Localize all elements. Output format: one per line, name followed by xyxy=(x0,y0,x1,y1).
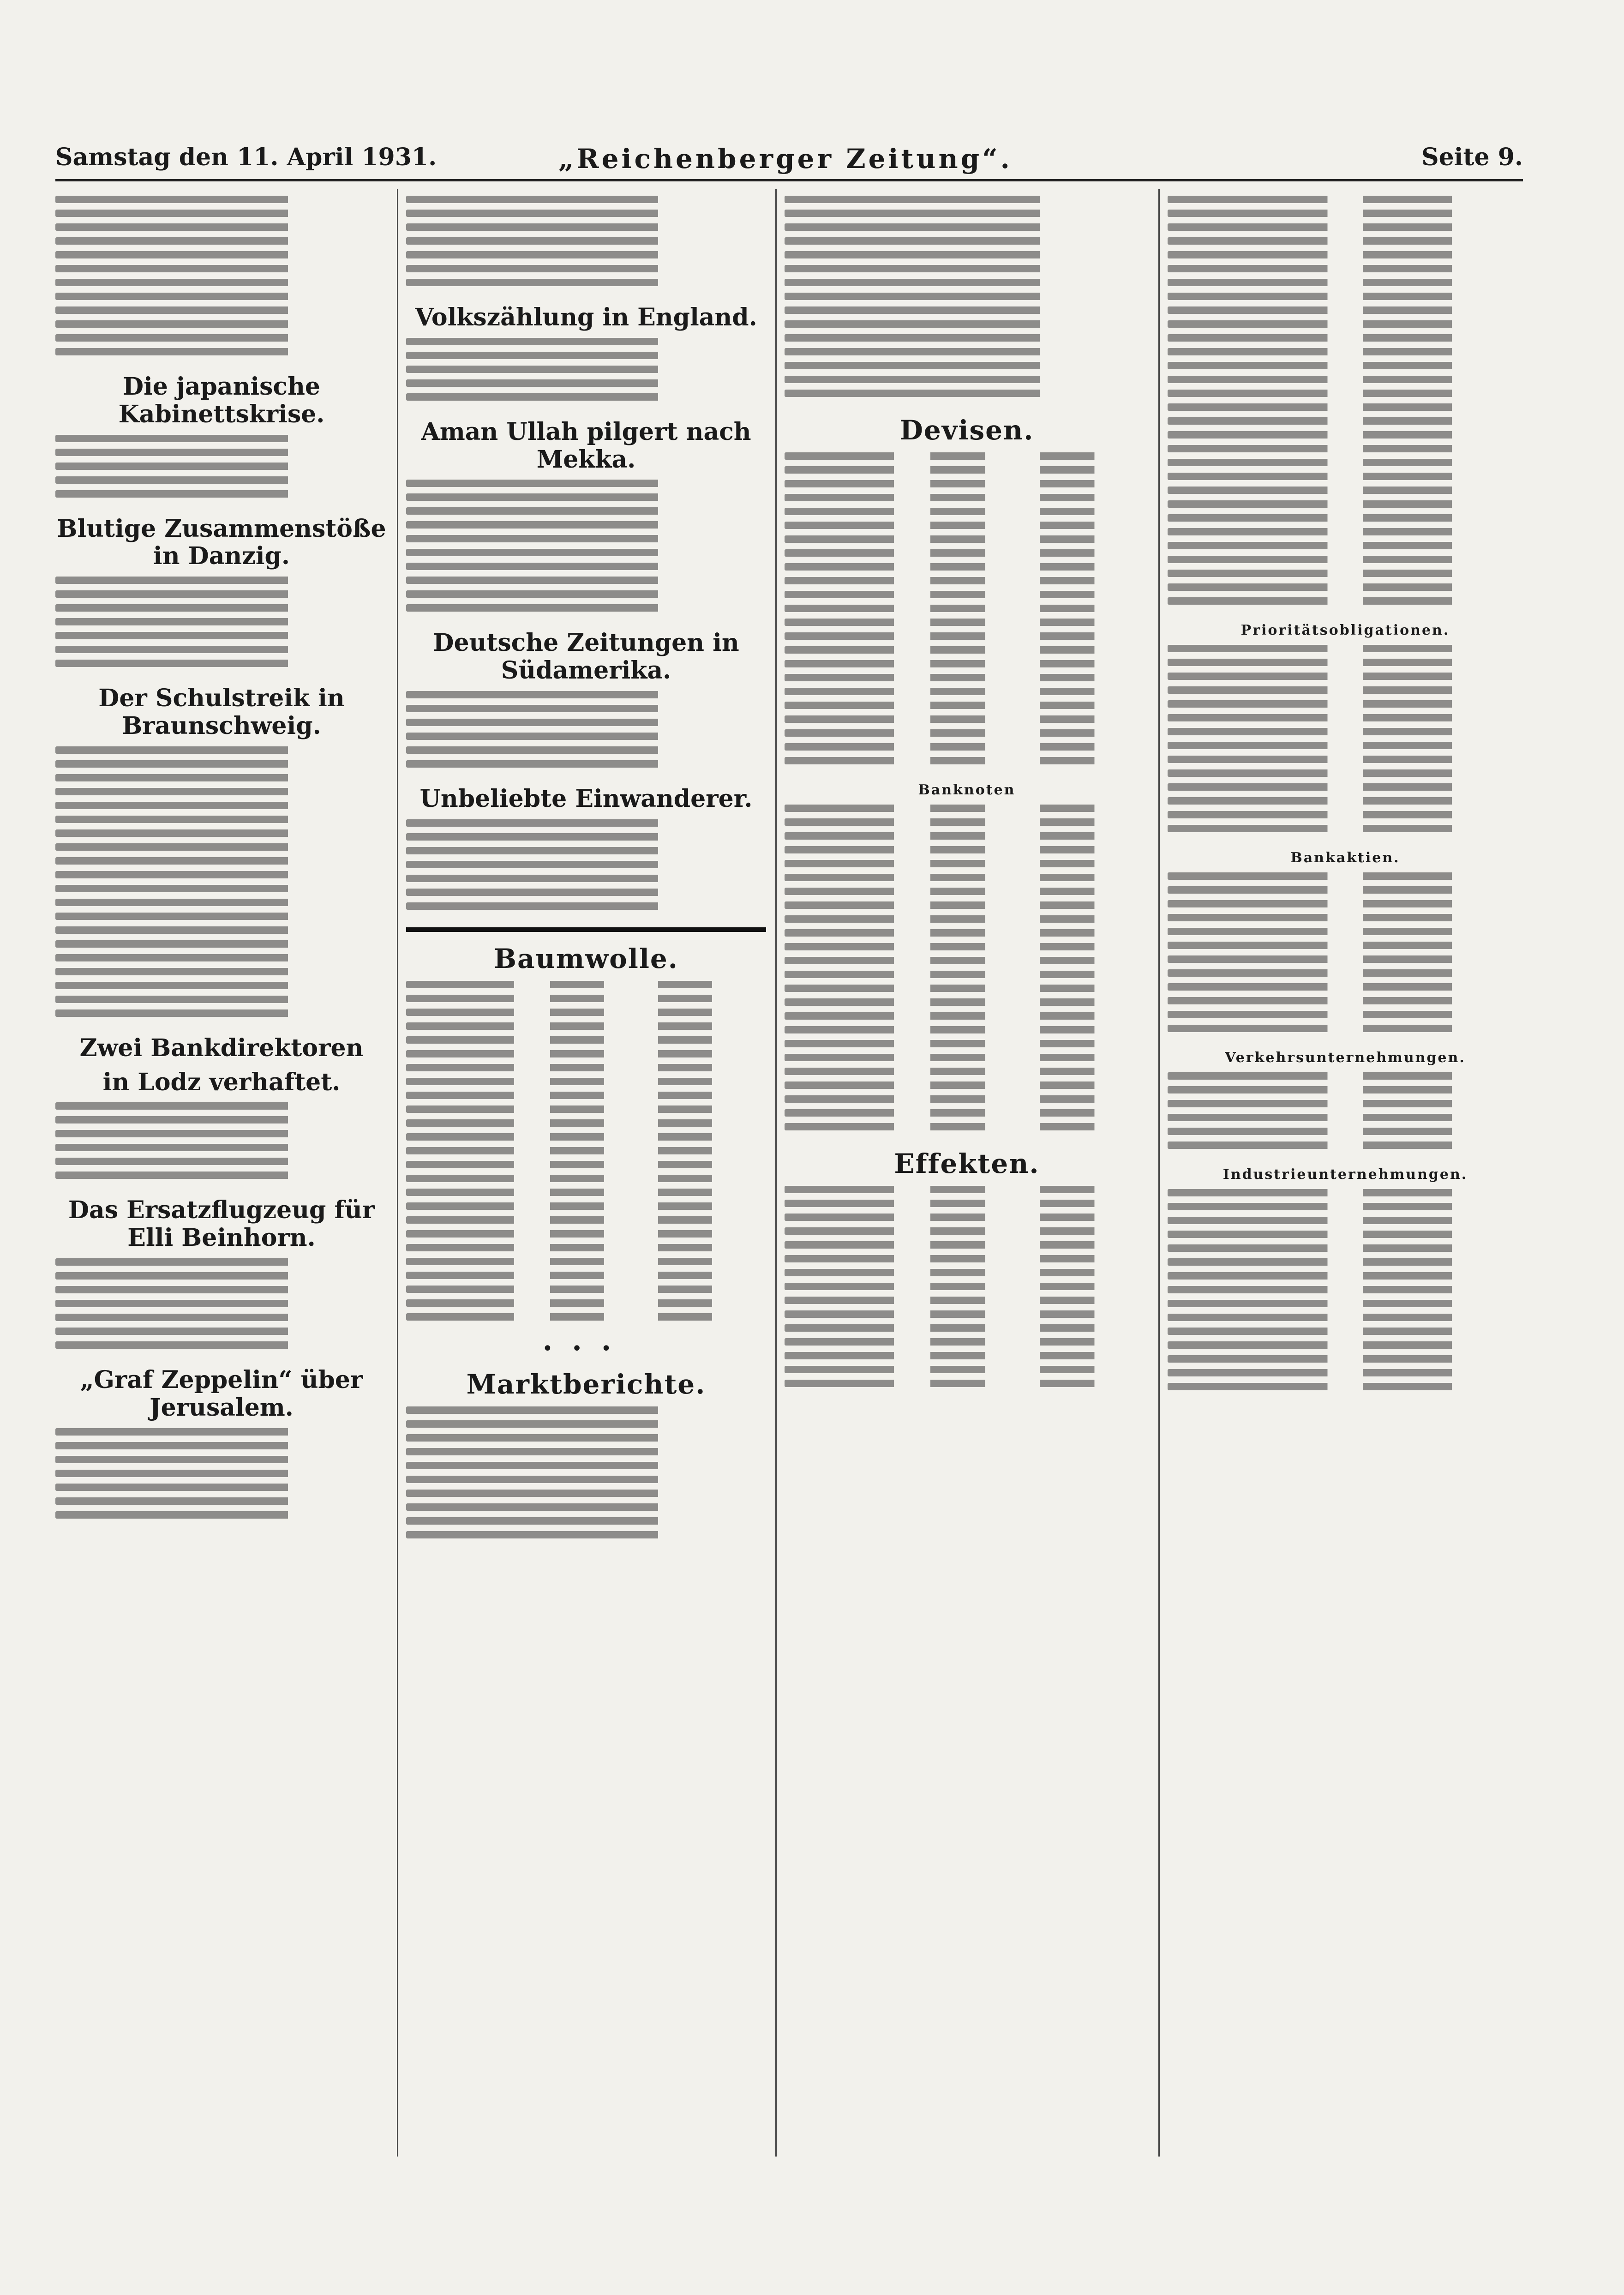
header-rule xyxy=(55,179,1523,181)
headline: Blutige Zusammenstöße in Danzig. xyxy=(57,514,386,571)
table-subheading: Banknoten xyxy=(918,782,1016,798)
column-2 xyxy=(406,189,766,2157)
section-title: Devisen. xyxy=(899,415,1034,446)
page-number: Seite 9. xyxy=(1421,143,1523,171)
column-1 xyxy=(55,189,388,2157)
separator-dots: ••• xyxy=(542,1338,630,1359)
table-subheading: Industrieunternehmungen. xyxy=(1222,1166,1468,1183)
headline: Die japanische Kabinettskrise. xyxy=(118,372,325,428)
table-subheading: Prioritätsobligationen. xyxy=(1240,622,1450,638)
newspaper-title: „Reichenberger Zeitung“. xyxy=(558,143,1013,174)
headline: „Graf Zeppelin“ über Jerusalem. xyxy=(80,1365,363,1422)
issue-date: Samstag den 11. April 1931. xyxy=(55,143,437,171)
section-title: Baumwolle. xyxy=(494,943,678,974)
column-4 xyxy=(1168,189,1523,2157)
article-continued xyxy=(55,196,388,355)
column-divider xyxy=(1158,189,1160,2157)
table-subheading: Bankaktien. xyxy=(1290,850,1400,866)
column-divider xyxy=(775,189,777,2157)
headline: Aman Ullah pilgert nach Mekka. xyxy=(421,417,751,474)
headline: Zwei Bankdirektoren xyxy=(79,1033,364,1062)
headline: Volkszählung in England. xyxy=(415,303,757,331)
section-rule xyxy=(406,927,766,932)
headline: in Lodz verhaftet. xyxy=(102,1068,341,1096)
headline: Das Ersatzflugzeug für Elli Beinhorn. xyxy=(68,1196,375,1252)
headline: Unbeliebte Einwanderer. xyxy=(419,784,753,813)
headline: Der Schulstreik in Braunschweig. xyxy=(98,684,345,740)
section-title: Effekten. xyxy=(894,1148,1040,1179)
column-divider xyxy=(397,189,398,2157)
section-title: Marktberichte. xyxy=(466,1368,706,1400)
table-subheading: Verkehrsunternehmungen. xyxy=(1225,1050,1466,1066)
headline: Deutsche Zeitungen in Südamerika. xyxy=(433,629,739,685)
page-header xyxy=(55,143,1523,180)
column-3 xyxy=(785,189,1149,2157)
